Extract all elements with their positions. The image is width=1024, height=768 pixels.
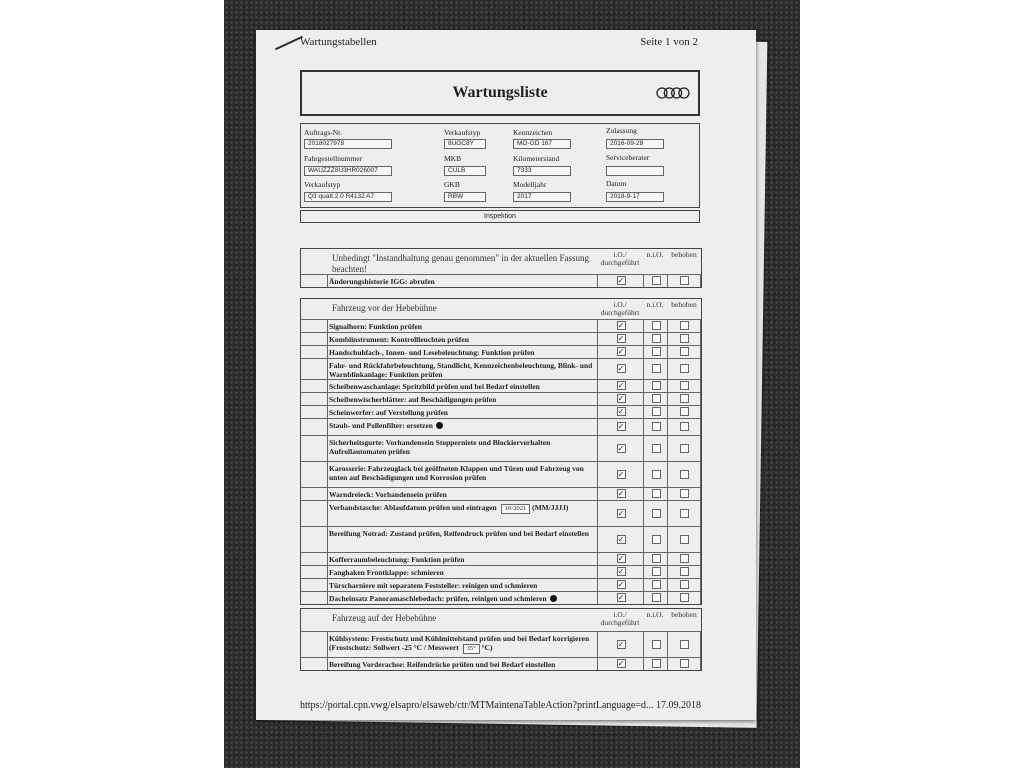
status-cell-io (597, 658, 643, 670)
field-label: MKB (444, 154, 462, 163)
title-box (300, 70, 700, 116)
page-title: Wartungsliste (452, 84, 548, 101)
status-cell-nio (643, 527, 667, 552)
checkbox-nio[interactable] (652, 444, 661, 453)
checklist-row (301, 418, 701, 435)
checkbox-behoben[interactable] (680, 509, 689, 518)
task-text: Kühlsystem: Frostschutz und Kühlmittelstand prüfen und bei Bedarf korrigieren (Frostschutz: Sollwert -25 °C / Messwert (329, 634, 590, 652)
row-text (329, 395, 595, 404)
status-cell-io (597, 462, 643, 487)
status-cell-io (597, 501, 643, 526)
row-marker-cell (327, 380, 328, 392)
status-cell-nio (643, 658, 667, 670)
status-cell-behoben (667, 462, 701, 487)
checkbox-io[interactable]: ✓ (617, 422, 625, 431)
maintenance-sheet (256, 30, 756, 720)
row-text (329, 348, 595, 357)
marker-dot-icon (550, 595, 557, 602)
row-marker-cell (327, 501, 328, 526)
field-value: MO-GD 167 (513, 139, 571, 149)
row-marker-cell (327, 275, 328, 287)
checkbox-io[interactable]: ✓ (617, 580, 625, 589)
checkbox-io[interactable]: ✓ (617, 407, 625, 416)
checkbox-nio[interactable] (652, 422, 661, 431)
checklist-row (301, 461, 701, 487)
status-cell-io (597, 527, 643, 552)
checkbox-behoben[interactable] (680, 347, 689, 356)
row-text (329, 382, 595, 391)
status-cell-behoben (667, 436, 701, 461)
row-marker-cell (327, 320, 328, 332)
field-label: Auftrags-Nr. (304, 128, 343, 137)
status-cell-nio (643, 566, 667, 578)
checkbox-behoben[interactable] (680, 580, 689, 589)
checkbox-behoben[interactable] (680, 554, 689, 563)
checkbox-io[interactable]: ✓ (617, 659, 625, 668)
row-text (329, 555, 595, 564)
row-marker-cell (327, 658, 328, 670)
status-cell-nio (643, 320, 667, 332)
status-cell-behoben (667, 346, 701, 358)
checkbox-io[interactable]: ✓ (617, 489, 625, 498)
status-cell-io (597, 380, 643, 392)
field-value: WAUZZZ8U3HR026007 (304, 166, 392, 176)
checkbox-behoben[interactable] (680, 535, 689, 544)
row-text (329, 322, 595, 331)
column-header: n.i.O. (646, 250, 664, 259)
checkbox-nio[interactable] (652, 489, 661, 498)
audi-rings-logo (656, 86, 690, 100)
task-text-suffix: °C) (481, 643, 493, 652)
row-marker-cell (327, 436, 328, 461)
status-cell-behoben (667, 527, 701, 552)
section-header (301, 609, 701, 631)
row-marker-cell (327, 333, 328, 345)
row-text (329, 361, 595, 379)
status-cell-nio (643, 579, 667, 591)
status-cell-io (597, 488, 643, 500)
checklist-row (301, 591, 701, 604)
status-cell-behoben (667, 393, 701, 405)
status-cell-nio (643, 333, 667, 345)
row-marker-cell (327, 632, 328, 657)
row-marker-cell (327, 592, 328, 604)
row-text (329, 438, 595, 456)
status-cell-behoben (667, 592, 701, 604)
task-text: Kofferraumbeleuchtung: Funktion prüfen (329, 555, 465, 564)
task-text: Bereifung Notrad: Zustand prüfen, Reifendruck prüfen und bei Bedarf einstellen (329, 529, 589, 538)
checkbox-behoben[interactable] (680, 489, 689, 498)
task-text: Fahr- und Rückfahrbeleuchtung, Standlicht, Kennzeichenbeleuchtung, Blink- und Warnblinkanlage: Funktion prüfen (329, 361, 593, 379)
field-label: GKB (444, 180, 460, 189)
status-cell-nio (643, 359, 667, 379)
status-cell-behoben (667, 579, 701, 591)
task-text: Signalhorn: Funktion prüfen (329, 322, 422, 331)
row-marker-cell (327, 393, 328, 405)
entry-field[interactable]: 10-2021 (501, 504, 531, 514)
status-cell-behoben (667, 488, 701, 500)
status-cell-behoben (667, 275, 701, 287)
row-marker-cell (327, 406, 328, 418)
status-cell-nio (643, 462, 667, 487)
checkbox-io[interactable]: ✓ (617, 469, 625, 479)
status-cell-io (597, 406, 643, 418)
status-cell-nio (643, 406, 667, 418)
checkbox-io[interactable]: ✓ (617, 347, 625, 356)
task-text: Karosserie: Fahrzeuglack bei geöffneten Klappen und Türen und Fahrzeug von unten auf Beschädigungen und Korrosion prüfen (329, 464, 584, 482)
task-text: Scheibenwaschanlage: Spritzbild prüfen und bei Bedarf einstellen (329, 382, 540, 391)
status-cell-nio (643, 501, 667, 526)
section-igg (300, 248, 702, 288)
row-marker-cell (327, 579, 328, 591)
checklist-row (301, 358, 701, 379)
checkbox-nio[interactable] (652, 334, 661, 343)
checkbox-behoben[interactable] (680, 470, 689, 479)
status-cell-behoben (667, 632, 701, 657)
field-label: Verkaufstyp (444, 128, 481, 137)
status-cell-nio (643, 488, 667, 500)
entry-field[interactable]: 35° (463, 644, 480, 654)
column-header: i.O./ durchgeführt (600, 610, 640, 627)
checkbox-io[interactable]: ✓ (617, 394, 625, 403)
checkbox-nio[interactable] (652, 580, 661, 589)
status-cell-behoben (667, 380, 701, 392)
field-value: 2016-09-28 (606, 139, 664, 149)
checklist-row (301, 552, 701, 565)
task-text: Warndreieck: Vorhandensein prüfen (329, 490, 447, 499)
status-cell-io (597, 393, 643, 405)
status-cell-io (597, 553, 643, 565)
checklist-row (301, 565, 701, 578)
checklist-row (301, 274, 701, 287)
status-cell-nio (643, 275, 667, 287)
status-cell-nio (643, 553, 667, 565)
checklist-row (301, 345, 701, 358)
checkbox-nio[interactable] (652, 535, 661, 544)
checkbox-behoben[interactable] (680, 334, 689, 343)
row-marker-cell (327, 488, 328, 500)
checkbox-nio[interactable] (652, 567, 661, 576)
section-title: Fahrzeug vor der Hebebühne (332, 303, 437, 313)
row-marker-cell (327, 462, 328, 487)
status-cell-behoben (667, 406, 701, 418)
status-cell-behoben (667, 658, 701, 670)
checkbox-io[interactable]: ✓ (617, 381, 625, 390)
checkbox-nio[interactable] (652, 509, 661, 518)
task-text: Dacheinsatz Panoramaschiebedach: prüfen, reinigen und schmieren (329, 594, 547, 603)
field-value: 8UGC8Y (444, 139, 486, 149)
checkbox-behoben[interactable] (680, 659, 689, 668)
field-label: Modelljahr (513, 180, 547, 189)
row-text (329, 529, 595, 538)
checkbox-io[interactable]: ✓ (617, 443, 625, 453)
row-text (329, 581, 595, 590)
row-marker-cell (327, 566, 328, 578)
checkbox-behoben[interactable] (680, 567, 689, 576)
status-cell-behoben (667, 359, 701, 379)
field-value: RBW (444, 192, 486, 202)
task-text: Scheibenwischerblätter: auf Beschädigungen prüfen (329, 395, 497, 404)
checklist-row (301, 657, 701, 670)
field-value: 7333 (513, 166, 571, 176)
section-title: Fahrzeug auf der Hebebühne (332, 613, 437, 623)
checkbox-io[interactable]: ✓ (617, 639, 625, 649)
row-text (329, 568, 595, 577)
checkbox-nio[interactable] (652, 554, 661, 563)
status-cell-behoben (667, 566, 701, 578)
field-label: Kennzeichen (513, 128, 553, 137)
status-cell-io (597, 632, 643, 657)
status-cell-io (597, 359, 643, 379)
checklist-row (301, 392, 701, 405)
checklist-row (301, 405, 701, 418)
vehicle-info (300, 123, 700, 208)
row-text (329, 594, 595, 603)
section-vor-hebebuehne (300, 298, 702, 605)
field-label: Serviceberater (606, 153, 650, 162)
field-label: Verkaufstyp (304, 180, 341, 189)
checkbox-behoben[interactable] (680, 422, 689, 431)
section-auf-hebebuehne (300, 608, 702, 671)
checkbox-nio[interactable] (652, 381, 661, 390)
checkbox-behoben[interactable] (680, 364, 689, 373)
task-text: Fanghaken Frontklappe: schmieren (329, 568, 444, 577)
section-header (301, 299, 701, 319)
row-text (329, 277, 595, 286)
task-text: Bereifung Vorderachse: Reifendrücke prüfen und bei Bedarf einstellen (329, 660, 556, 669)
field-value: 2018027978 (304, 139, 392, 149)
task-text: Kombiinstrument: Kontrollleuchten prüfen (329, 335, 469, 344)
checklist-row (301, 487, 701, 500)
status-cell-nio (643, 632, 667, 657)
field-value: CULB (444, 166, 486, 176)
row-text (329, 408, 595, 417)
status-cell-io (597, 275, 643, 287)
service-type: Inspektion (300, 210, 700, 223)
column-header: i.O./ durchgeführt (600, 250, 640, 267)
row-text (329, 335, 595, 344)
checkbox-nio[interactable] (652, 394, 661, 403)
status-cell-io (597, 333, 643, 345)
status-cell-behoben (667, 333, 701, 345)
field-value: 2017 (513, 192, 571, 202)
checkbox-behoben[interactable] (680, 394, 689, 403)
field-label: Kilometerstand (513, 154, 560, 163)
pen-mark (275, 36, 303, 50)
status-cell-nio (643, 380, 667, 392)
status-cell-behoben (667, 419, 701, 435)
status-cell-io (597, 566, 643, 578)
task-text-suffix: (MM/JJJJ) (532, 503, 569, 512)
field-value (606, 166, 664, 176)
checkbox-behoben[interactable] (680, 276, 689, 285)
checkbox-io[interactable]: ✓ (617, 567, 625, 576)
checklist-row (301, 500, 701, 526)
field-label: Zulassung (606, 126, 637, 135)
row-text (329, 660, 595, 669)
checkbox-io[interactable]: ✓ (617, 554, 625, 563)
column-header: i.O./ durchgeführt (600, 300, 640, 317)
checkbox-behoben[interactable] (680, 381, 689, 390)
row-text (329, 490, 595, 499)
row-text (329, 503, 595, 514)
status-cell-io (597, 436, 643, 461)
header-right: Seite 1 von 2 (640, 36, 698, 48)
header-left: Wartungstabellen (300, 36, 377, 48)
checklist-row (301, 578, 701, 591)
task-text: Staub- und Pollenfilter: ersetzen (329, 421, 433, 430)
checkbox-nio[interactable] (652, 640, 661, 649)
checkbox-nio[interactable] (652, 659, 661, 668)
checklist-row (301, 435, 701, 461)
checkbox-behoben[interactable] (680, 407, 689, 416)
status-cell-io (597, 320, 643, 332)
status-cell-io (597, 592, 643, 604)
checklist-row (301, 319, 701, 332)
status-cell-behoben (667, 320, 701, 332)
column-header: behoben (671, 610, 697, 619)
row-marker-cell (327, 527, 328, 552)
checkbox-io[interactable]: ✓ (617, 593, 625, 602)
field-label: Datum (606, 179, 627, 188)
section-header (301, 249, 701, 274)
checkbox-nio[interactable] (652, 470, 661, 479)
checkbox-io[interactable]: ✓ (617, 321, 625, 330)
status-cell-nio (643, 419, 667, 435)
checkbox-io[interactable]: ✓ (617, 508, 625, 518)
task-text: Handschuhfach-, Innen- und Lesebeleuchtung: Funktion prüfen (329, 348, 535, 357)
row-text (329, 421, 595, 430)
status-cell-behoben (667, 501, 701, 526)
checkbox-io[interactable]: ✓ (617, 276, 625, 285)
checkbox-nio[interactable] (652, 276, 661, 285)
row-marker-cell (327, 346, 328, 358)
column-header: n.i.O. (646, 610, 664, 619)
task-text: Verbandstasche: Ablaufdatum prüfen und eintragen (329, 503, 497, 512)
status-cell-nio (643, 592, 667, 604)
status-cell-nio (643, 346, 667, 358)
row-text (329, 634, 595, 654)
task-text: Türscharniere mit separatem Feststeller: reinigen und schmieren (329, 581, 538, 590)
column-header: n.i.O. (646, 300, 664, 309)
status-cell-io (597, 419, 643, 435)
checkbox-io[interactable]: ✓ (617, 334, 625, 343)
row-marker-cell (327, 419, 328, 435)
checkbox-nio[interactable] (652, 347, 661, 356)
checkbox-io[interactable]: ✓ (617, 364, 625, 373)
checkbox-nio[interactable] (652, 593, 661, 602)
row-text (329, 464, 595, 482)
column-header: behoben (671, 250, 697, 259)
checkbox-behoben[interactable] (680, 444, 689, 453)
section-title: Unbedingt "Instandhaltung genau genommen" in der aktuellen Fassung beachten! (332, 253, 590, 274)
marker-dot-icon (436, 422, 443, 429)
task-text: Änderungshistorie IGG: abrufen (329, 277, 435, 286)
status-cell-nio (643, 436, 667, 461)
checkbox-behoben[interactable] (680, 640, 689, 649)
field-value: 2018-9-17 (606, 192, 664, 202)
checklist-row (301, 631, 701, 657)
checklist-row (301, 526, 701, 552)
column-header: behoben (671, 300, 697, 309)
footer-url: https://portal.cpn.vwg/elsapro/elsaweb/ctr/MTMaintenaTableAction?printLanguage=d... 17.09.2018 (300, 700, 701, 711)
checkbox-behoben[interactable] (680, 321, 689, 330)
status-cell-behoben (667, 553, 701, 565)
status-cell-io (597, 346, 643, 358)
status-cell-io (597, 579, 643, 591)
checklist-row (301, 379, 701, 392)
status-cell-nio (643, 393, 667, 405)
checklist-row (301, 332, 701, 345)
task-text: Sicherheitsgurte: Vorhandensein Stopperniete und Blockierverhalten Aufrollautomaten prüfen (329, 438, 551, 456)
task-text: Scheinwerfer: auf Verstellung prüfen (329, 408, 448, 417)
field-value: Q3 quatt.2.0 R4132 A7 (304, 192, 392, 202)
row-marker-cell (327, 359, 328, 379)
checkbox-nio[interactable] (652, 364, 661, 373)
checkbox-nio[interactable] (652, 321, 661, 330)
checkbox-behoben[interactable] (680, 593, 689, 602)
row-marker-cell (327, 553, 328, 565)
checkbox-nio[interactable] (652, 407, 661, 416)
checkbox-io[interactable]: ✓ (617, 534, 625, 544)
field-label: Fahrgestellnummer (304, 154, 363, 163)
